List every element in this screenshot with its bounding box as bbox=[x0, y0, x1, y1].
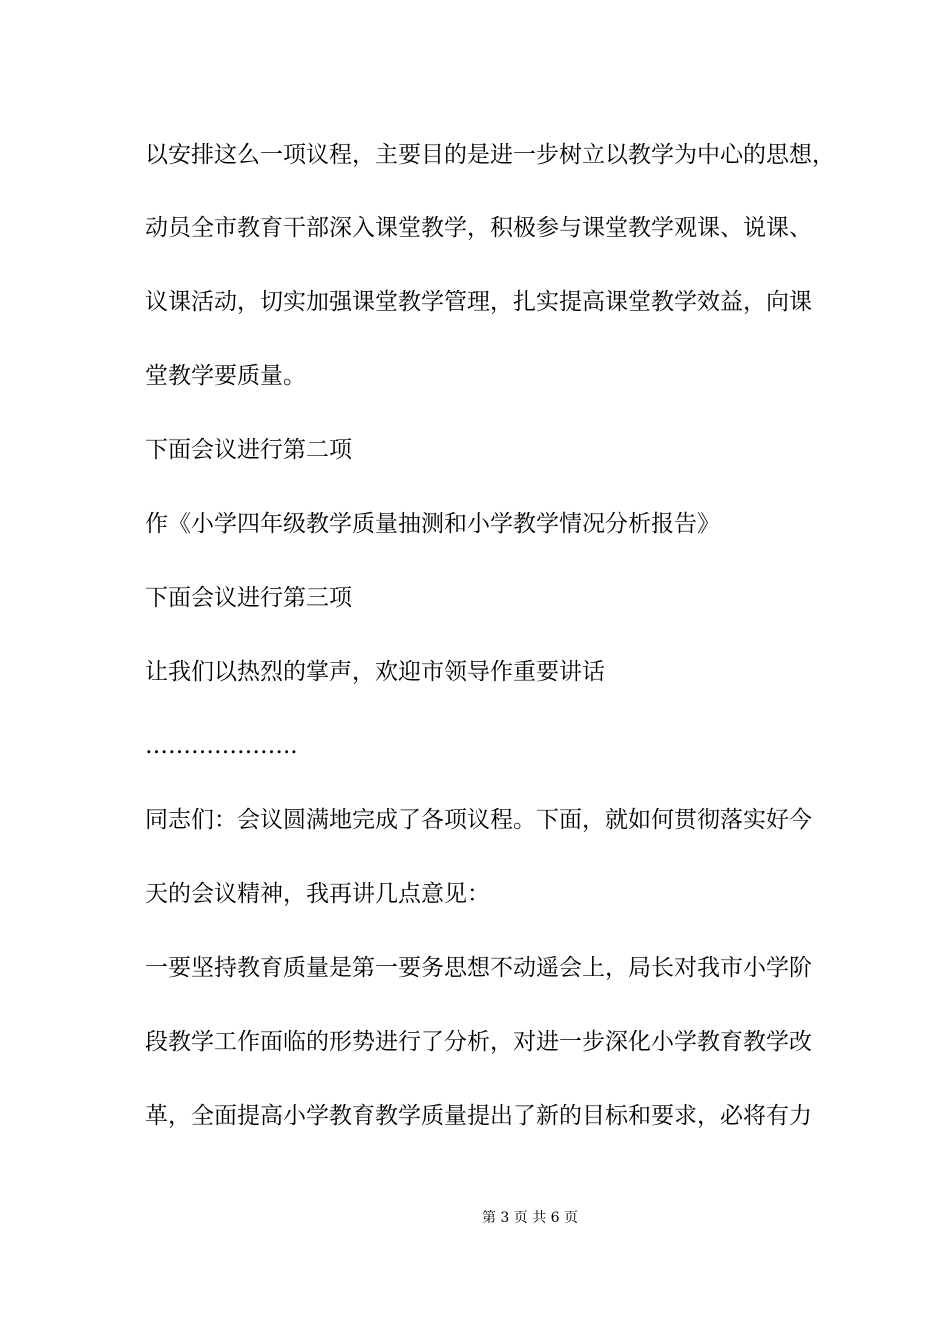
paragraph-line: 天的会议精神，我再讲几点意见： bbox=[145, 881, 490, 907]
agenda-item-line: 让我们以热烈的掌声，欢迎市领导作重要讲话 bbox=[145, 659, 605, 685]
paragraph-line: 段教学工作面临的形势进行了分析，对进一步深化小学教育教学改 bbox=[145, 1029, 812, 1055]
paragraph-line: 堂教学要质量。 bbox=[145, 363, 306, 389]
paragraph-line: 同志们：会议圆满地完成了各项议程。下面，就如何贯彻落实好今 bbox=[145, 807, 812, 833]
ellipsis-line: ……………….. bbox=[145, 733, 298, 759]
paragraph-line: 革，全面提高小学教育教学质量提出了新的目标和要求，必将有力 bbox=[145, 1103, 812, 1129]
paragraph-line: 一要坚持教育质量是第一要务思想不动遥会上，局长对我市小学阶 bbox=[145, 955, 812, 981]
paragraph-line: 动员全市教育干部深入课堂教学，积极参与课堂教学观课、说课、 bbox=[145, 215, 812, 241]
agenda-item-line: 下面会议进行第二项 bbox=[145, 437, 352, 463]
page-number-footer: 第 3 页 共 6 页 bbox=[481, 1210, 579, 1226]
paragraph-line: 以安排这么一项议程，主要目的是进一步树立以教学为中心的思想， bbox=[145, 142, 835, 168]
agenda-item-line: 下面会议进行第三项 bbox=[145, 585, 352, 611]
agenda-item-line: 作《小学四年级教学质量抽测和小学教学情况分析报告》 bbox=[145, 511, 720, 537]
paragraph-line: 议课活动，切实加强课堂教学管理，扎实提高课堂教学效益，向课 bbox=[145, 289, 812, 315]
